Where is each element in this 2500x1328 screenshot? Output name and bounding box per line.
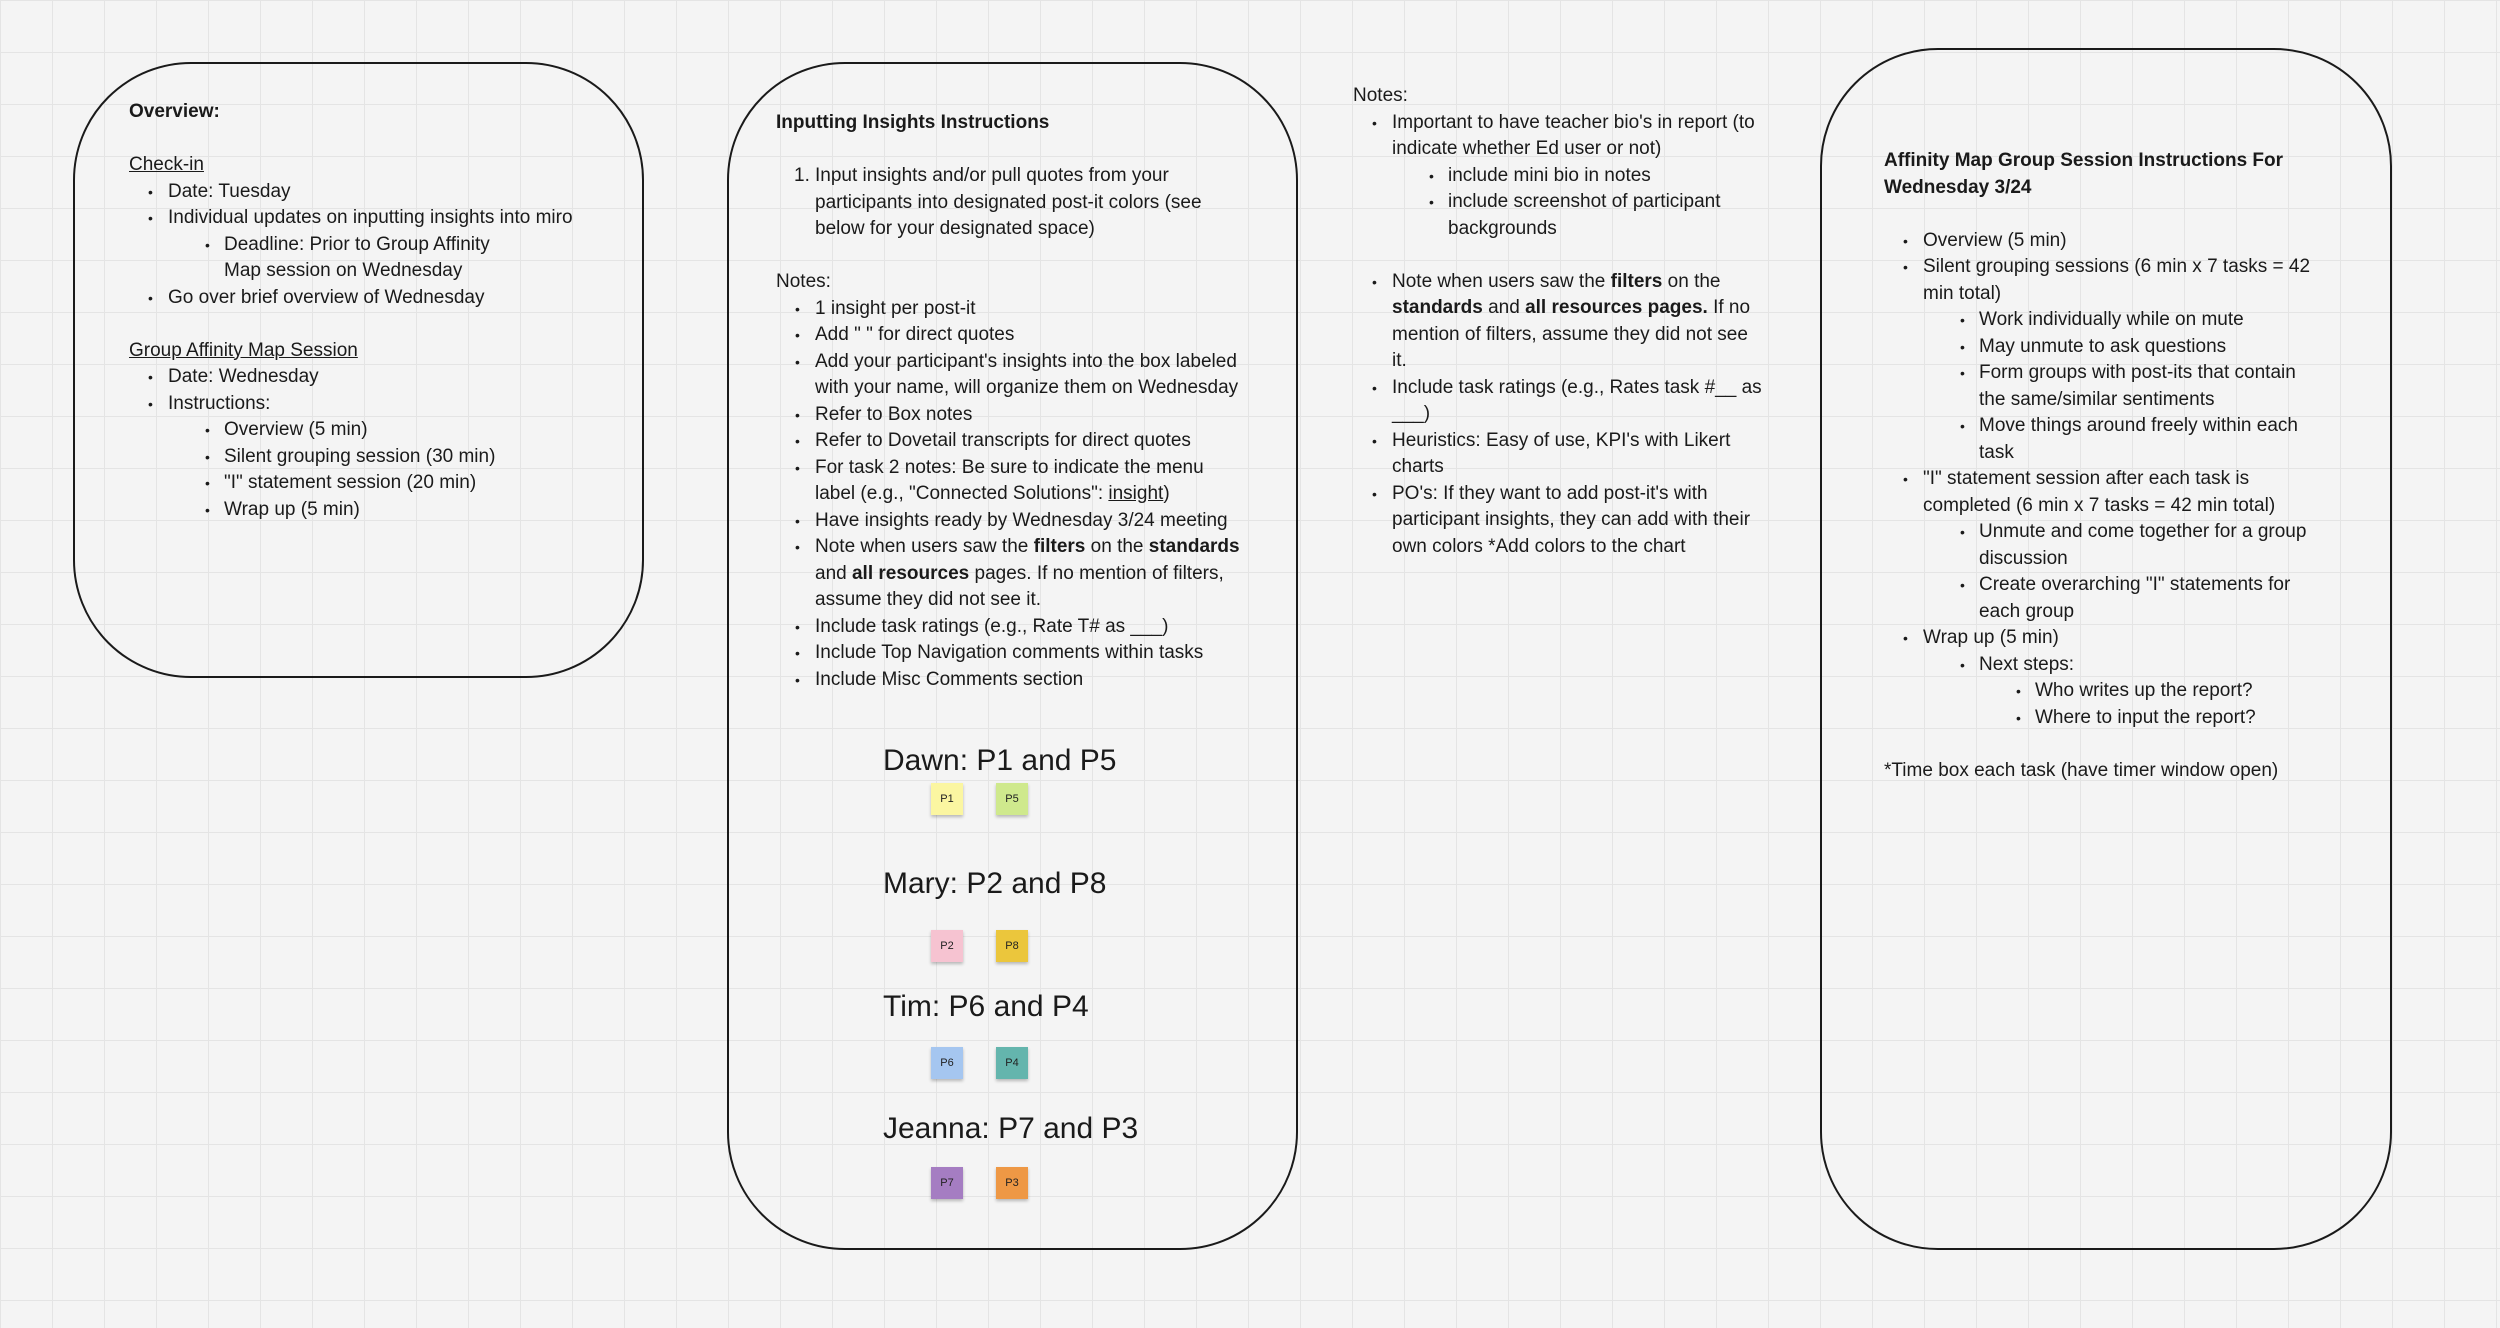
sticky-note-p1[interactable]: P1	[931, 783, 963, 815]
step-1-text: Input insights and/or pull quotes from your participants into designated post-it colors (see below for your designated space)	[815, 165, 1202, 239]
notes-column-item: • Heuristics: Easy of use, KPI's with Likert charts	[1353, 428, 1763, 481]
item-2-text: Note when users saw the	[1392, 270, 1611, 292]
overview-text-block[interactable]	[129, 99, 629, 523]
affinity-subitem: • Work individually while on mute	[1884, 307, 2314, 334]
sticky-note-p5[interactable]: P5	[996, 783, 1028, 815]
assignment-label-tim: Tim: P6 and P4	[883, 990, 1089, 1023]
affinity-subitem: • Unmute and come together for a group discussion	[1884, 519, 2314, 572]
notes-column-heading: Notes:	[1353, 85, 1408, 106]
affinity-item: • Overview (5 min)	[1884, 228, 2314, 255]
note-8-text: pages. If no mention of filters, assume they did not see it.	[815, 562, 1224, 610]
checkin-date: • Date: Tuesday	[129, 179, 629, 206]
group-session-item: • Overview (5 min)	[129, 417, 629, 444]
note-8-bold-standards: standards	[1148, 536, 1240, 557]
assignment-label-dawn: Dawn: P1 and P5	[883, 744, 1117, 777]
sticky-note-p6[interactable]: P6	[931, 1047, 963, 1079]
notes-column-subitem: • include screenshot of participant backgrounds	[1353, 189, 1763, 242]
item-2-text: and	[1482, 297, 1526, 318]
note-item: • Have insights ready by Wednesday 3/24 meeting	[776, 508, 1246, 535]
note-item: • Add your participant's insights into the box labeled with your name, will organize them on Wednesday	[776, 349, 1246, 402]
group-session-item: • Silent grouping session (30 min)	[129, 444, 629, 471]
group-session-heading: Group Affinity Map Session	[129, 339, 358, 361]
item-2-bold-all-resources: all resources pages.	[1525, 297, 1708, 318]
notes-column-item: • Include task ratings (e.g., Rates task #__ as ___)	[1353, 375, 1763, 428]
group-session-item: • Wrap up (5 min)	[129, 497, 629, 524]
group-session-item: • "I" statement session (20 min)	[129, 470, 629, 497]
note-item: • 1 insight per post-it	[776, 296, 1246, 323]
note-8-text: and	[815, 562, 852, 584]
note-6-text: For task 2 notes: Be sure to indicate the menu label (e.g., "Connected Solutions":	[815, 456, 1204, 504]
affinity-subitem: • Form groups with post-its that contain the same/similar sentiments	[1884, 360, 2314, 413]
timebox-note: *Time box each task (have timer window open)	[1884, 759, 2279, 781]
checkin-updates: • Individual updates on inputting insights into miro	[129, 205, 629, 232]
item-2-bold-filters: filters	[1610, 270, 1663, 292]
affinity-text-block[interactable]	[1884, 148, 2314, 784]
affinity-item: • Silent grouping sessions (6 min x 7 tasks = 42 min total)	[1884, 254, 2314, 307]
item-2-text: If no mention of filters, assume they did not see it.	[1392, 297, 1751, 371]
note-6-underlined: insight	[1108, 483, 1164, 504]
affinity-subsubitem: • Who writes up the report?	[1884, 678, 2314, 705]
sticky-note-p8[interactable]: P8	[996, 930, 1028, 962]
insights-title: Inputting Insights Instructions	[776, 112, 1050, 133]
sticky-note-p3[interactable]: P3	[996, 1167, 1028, 1199]
note-item-menu-label	[776, 455, 1246, 508]
group-session-instructions: • Instructions:	[129, 391, 629, 418]
note-item-filters	[776, 534, 1246, 614]
assignment-label-jeanna: Jeanna: P7 and P3	[883, 1112, 1139, 1145]
affinity-item: • Wrap up (5 min)	[1884, 625, 2314, 652]
sticky-note-p2[interactable]: P2	[931, 930, 963, 962]
affinity-subsubitem: • Where to input the report?	[1884, 705, 2314, 732]
step-1	[776, 163, 1246, 243]
note-item: • Include task ratings (e.g., Rate T# as ___)	[776, 614, 1246, 641]
note-8-text: Note when users saw the	[815, 536, 1034, 557]
note-item: • Refer to Box notes	[776, 402, 1246, 429]
note-item: • Add " " for direct quotes	[776, 322, 1246, 349]
overview-title: Overview:	[129, 101, 220, 122]
notes-column-item: • Important to have teacher bio's in report (to indicate whether Ed user or not)	[1353, 110, 1763, 163]
notes-column-item: • PO's: If they want to add post-it's with participant insights, they can add with their own colors *Add colors to the chart	[1353, 481, 1763, 561]
checkin-overview: • Go over brief overview of Wednesday	[129, 285, 629, 312]
assignment-label-mary: Mary: P2 and P8	[883, 867, 1107, 900]
note-8-text: on the	[1085, 536, 1149, 557]
notes-heading: Notes:	[776, 271, 831, 292]
insights-text-block[interactable]	[776, 110, 1246, 693]
affinity-subitem: • Create overarching "I" statements for each group	[1884, 572, 2314, 625]
affinity-subitem: • Move things around freely within each task	[1884, 413, 2314, 466]
note-item: • Refer to Dovetail transcripts for direct quotes	[776, 428, 1246, 455]
note-item: • Include Misc Comments section	[776, 667, 1246, 694]
note-6-close: )	[1163, 483, 1170, 504]
note-item: • Include Top Navigation comments within tasks	[776, 640, 1246, 667]
notes-column-item-filters	[1353, 269, 1763, 375]
note-8-bold-all-resources: all resources	[851, 562, 970, 584]
item-2-text: on the	[1662, 270, 1721, 292]
affinity-title: Affinity Map Group Session Instructions For Wednesday 3/24	[1884, 150, 2284, 198]
step-1-number: 1.	[794, 165, 810, 186]
item-2-bold-standards: standards	[1392, 297, 1483, 318]
affinity-item: • "I" statement session after each task is completed (6 min x 7 tasks = 42 min total)	[1884, 466, 2314, 519]
checkin-heading: Check-in	[129, 154, 204, 175]
checkin-deadline: • Deadline: Prior to Group Affinity Map session on Wednesday	[129, 232, 514, 285]
sticky-note-p7[interactable]: P7	[931, 1167, 963, 1199]
notes-column-subitem: • include mini bio in notes	[1353, 163, 1763, 190]
affinity-subitem: • Next steps:	[1884, 652, 2314, 679]
note-8-bold-filters: filters	[1033, 536, 1086, 557]
sticky-note-p4[interactable]: P4	[996, 1047, 1028, 1079]
notes-column-text[interactable]	[1353, 83, 1763, 560]
affinity-subitem: • May unmute to ask questions	[1884, 334, 2314, 361]
group-session-date: • Date: Wednesday	[129, 364, 629, 391]
